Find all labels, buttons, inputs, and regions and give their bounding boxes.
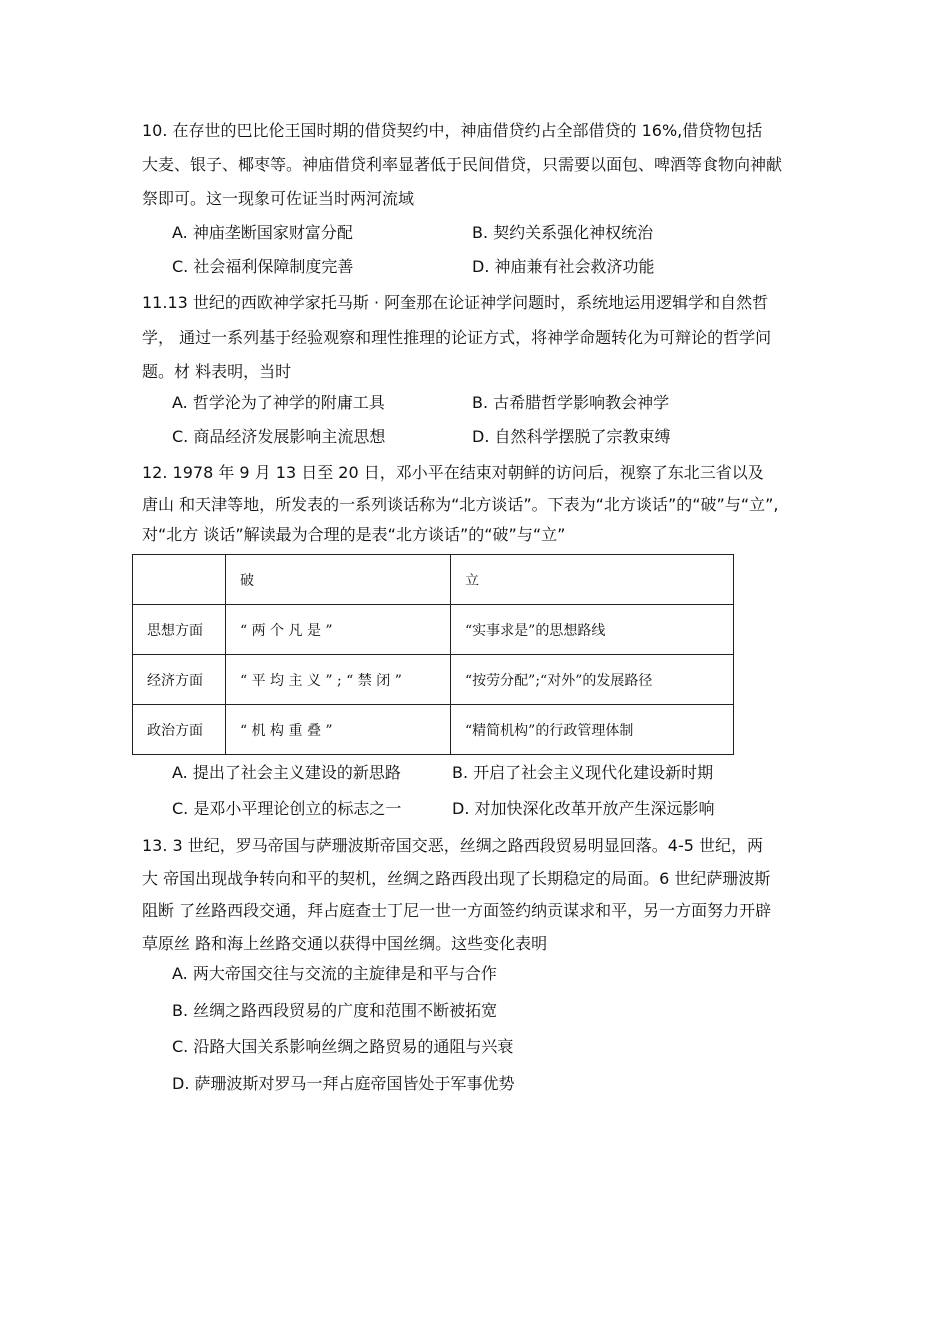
- q12-stem-line-3: 对“北方 谈话”解读最为合理的是表“北方谈话”的“破”与“立”: [142, 525, 566, 544]
- q13-stem-line-4: 草原丝 路和海上丝路交通以获得中国丝绸。这些变化表明: [142, 934, 548, 953]
- table-header-cell: [133, 555, 226, 605]
- q13-stem-line-3: 阻断 了丝路西段交通，拜占庭查士丁尼一世一方面签约纳贡谋求和平，另一方面努力开辟: [142, 901, 772, 920]
- table-row: [133, 705, 734, 755]
- q10-option-d: D. 神庙兼有社会救济功能: [472, 257, 655, 276]
- q12-stem-line-2: 唐山 和天津等地，所发表的一系列谈话称为“北方谈话”。下表为“北方谈话”的“破”与“立”,: [142, 495, 779, 514]
- q12-option-a: A. 提出了社会主义建设的新思路: [172, 763, 401, 782]
- table-cell: 经济方面: [133, 655, 226, 705]
- q11-option-c: C. 商品经济发展影响主流思想: [172, 427, 386, 446]
- table-cell: “实事求是”的思想路线: [451, 605, 734, 655]
- q12-stem-line-1: 12. 1978 年 9 月 13 日至 20 日，邓小平在结束对朝鲜的访问后，视察了东北三省以及: [142, 463, 764, 482]
- table-row: [133, 655, 734, 705]
- q13-option-a: A. 两大帝国交往与交流的主旋律是和平与合作: [172, 964, 497, 983]
- q13-option-c: C. 沿路大国关系影响丝绸之路贸易的通阻与兴衰: [172, 1037, 514, 1056]
- table-cell: “ 两 个 凡 是 ”: [226, 605, 451, 655]
- north-talks-table: [132, 554, 734, 755]
- q11-option-d: D. 自然科学摆脱了宗教束缚: [472, 427, 671, 446]
- table-cell: “精简机构”的行政管理体制: [451, 705, 734, 755]
- q12-option-b: B. 开启了社会主义现代化建设新时期: [452, 763, 714, 782]
- q10-stem-line-2: 大麦、银子、椰枣等。神庙借贷利率显著低于民间借贷，只需要以面包、啤酒等食物向神献: [142, 155, 783, 174]
- q11-option-b: B. 古希腊哲学影响教会神学: [472, 393, 670, 412]
- table-cell: “ 平 均 主 义 ” ; “ 禁 闭 ”: [226, 655, 451, 705]
- q12-option-c: C. 是邓小平理论创立的标志之一: [172, 799, 402, 818]
- q10-option-a: A. 神庙垄断国家财富分配: [172, 223, 353, 242]
- q11-stem-line-3: 题。材 料表明，当时: [142, 362, 292, 381]
- q13-stem-line-1: 13. 3 世纪，罗马帝国与萨珊波斯帝国交恶，丝绸之路西段贸易明显回落。4-5 世纪，两: [142, 836, 764, 855]
- q10-stem-line-3: 祭即可。这一现象可佐证当时两河流域: [142, 189, 415, 208]
- q11-stem-line-2: 学， 通过一系列基于经验观察和理性推理的论证方式，将神学命题转化为可辩论的哲学问: [142, 328, 772, 347]
- q13-option-b: B. 丝绸之路西段贸易的广度和范围不断被拓宽: [172, 1001, 498, 1020]
- table-row: [133, 605, 734, 655]
- table-cell: “按劳分配”;“对外”的发展路径: [451, 655, 734, 705]
- table-header-row: [133, 555, 734, 605]
- q10-option-c: C. 社会福利保障制度完善: [172, 257, 354, 276]
- table-cell: 政治方面: [133, 705, 226, 755]
- q10-stem-line-1: 10. 在存世的巴比伦王国时期的借贷契约中，神庙借贷约占全部借贷的 16%,借贷物包括: [142, 121, 763, 140]
- q11-stem-line-1: 11.13 世纪的西欧神学家托马斯 · 阿奎那在论证神学问题时，系统地运用逻辑学和自然哲: [142, 293, 769, 312]
- q12-option-d: D. 对加快深化改革开放产生深远影响: [452, 799, 715, 818]
- q11-option-a: A. 哲学沦为了神学的附庸工具: [172, 393, 385, 412]
- table-header-cell: 破: [226, 555, 451, 605]
- q10-option-b: B. 契约关系强化神权统治: [472, 223, 654, 242]
- q13-option-d: D. 萨珊波斯对罗马一拜占庭帝国皆处于军事优势: [172, 1074, 515, 1093]
- table-header-cell: 立: [451, 555, 734, 605]
- table-cell: 思想方面: [133, 605, 226, 655]
- q13-stem-line-2: 大 帝国出现战争转向和平的契机，丝绸之路西段出现了长期稳定的局面。6 世纪萨珊波斯: [142, 869, 771, 888]
- table-cell: “ 机 构 重 叠 ”: [226, 705, 451, 755]
